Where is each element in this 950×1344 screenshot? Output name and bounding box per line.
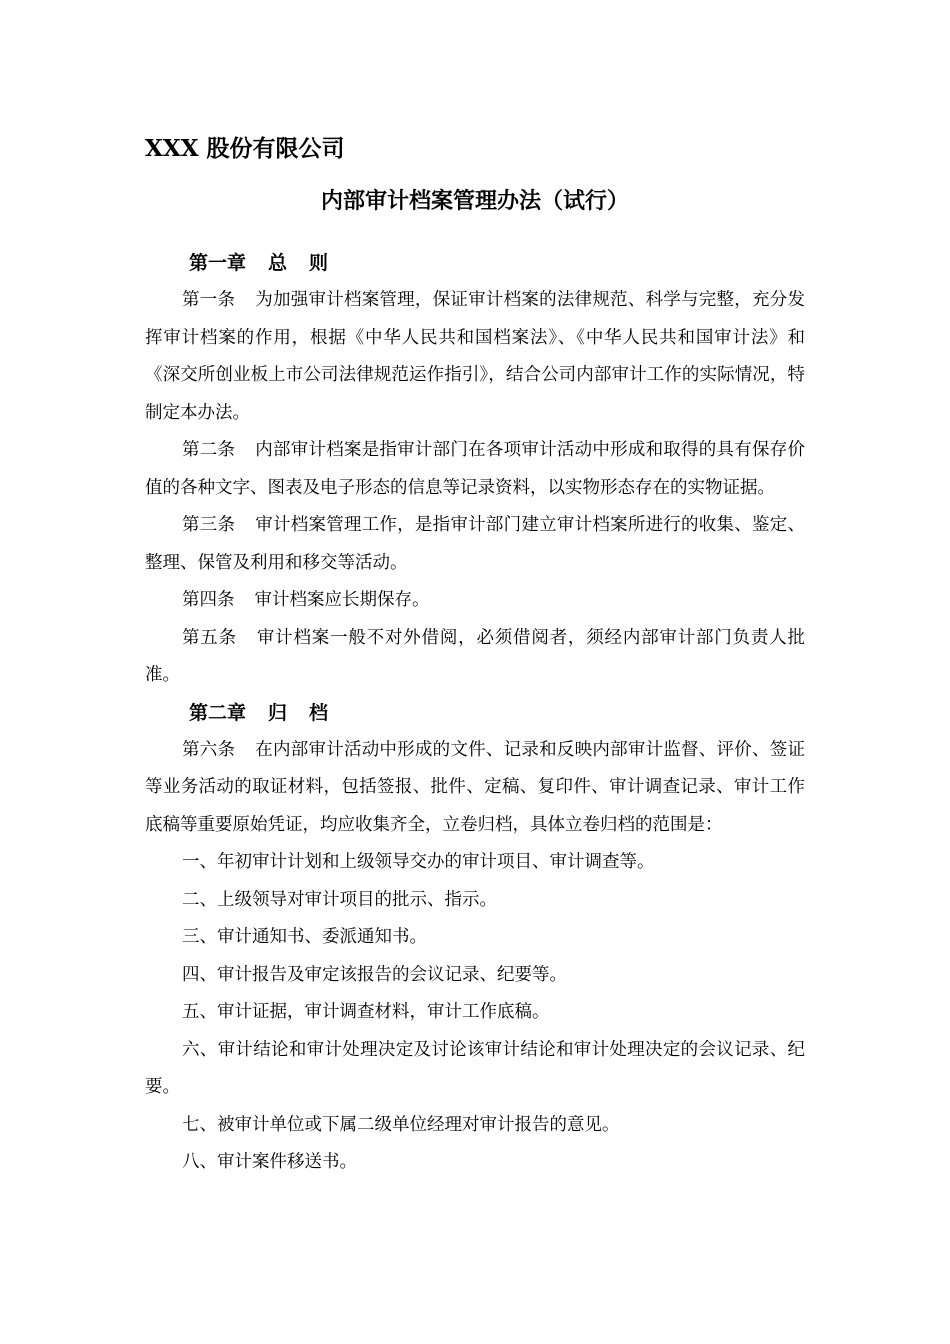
chapter-name-part: 归 [268,701,288,724]
article-number: 第二条 [182,440,236,460]
article-paragraph [145,282,805,432]
chapter-heading [145,695,805,732]
chapter-number: 第二章 [189,701,247,724]
chapter-number: 第一章 [189,252,247,274]
company-name: XXX 股份有限公司 [145,135,345,162]
list-item: 八、审计案件移送书。 [182,1152,357,1172]
list-item: 四、审计报告及审定该报告的会议记录、纪要等。 [182,964,567,985]
article-paragraph [145,432,805,507]
article-text: 在内部审计活动中形成的文件、记录和反映内部审计监督、评价、签证等业务活动的取证材料，包括签报、批件、定稿、复印件、审计调查记录、审计工作底稿等重要原始凭证，均应收集齐全，立卷归档，具体立卷归档的范围是： [145,739,806,835]
list-item: 五、审计证据，审计调查材料，审计工作底稿。 [182,1002,550,1022]
article-text: 内部审计档案是指审计部门在各项审计活动中形成和取得的具有保存价值的各种文字、图表及电子形态的信息等记录资料，以实物形态存在的实物证据。 [145,440,806,498]
list-item: 一、年初审计计划和上级领导交办的审计项目、审计调查等。 [182,852,655,872]
list-item: 三、审计通知书、委派通知书。 [182,927,427,947]
article-paragraph [145,620,805,695]
document-body [145,245,805,1182]
article-text: 为加强审计档案管理，保证审计档案的法律规范、科学与完整，充分发挥审计档案的作用，根据《中华人民共和国档案法》、《中华人民共和国审计法》和《深交所创业板上市公司法律规范运作指引》，结合公司内部审计工作的实际情况，特制定本办法。 [145,290,806,423]
article-paragraph [145,507,805,582]
article-number: 第三条 [182,515,236,535]
chapter-name-part: 档 [309,701,329,724]
list-item: 七、被审计单位或下属二级单位经理对审计报告的意见。 [182,1114,620,1135]
article-text: 审计档案管理工作，是指审计部门建立审计档案所进行的收集、鉴定、整理、保管及利用和移交等活动。 [145,515,806,573]
article-text: 审计档案一般不对外借阅，必须借阅者，须经内部审计部门负责人批准。 [145,627,805,685]
article-paragraph [145,582,805,620]
chapter-name-part: 总 [268,252,288,274]
article-paragraph [145,732,805,845]
chapter-name-part: 则 [309,252,329,274]
article-number: 第四条 [182,590,235,610]
document-title: 内部审计档案管理办法（试行） [320,188,629,214]
list-item: 六、审计结论和审计处理决定及讨论该审计结论和审计处理决定的会议记录、纪要。 [145,1039,805,1097]
article-number: 第六条 [182,739,236,760]
chapter-heading [145,245,805,282]
article-text: 审计档案应长期保存。 [254,590,430,610]
article-number: 第一条 [182,290,236,310]
article-number: 第五条 [182,627,237,648]
list-item: 二、上级领导对审计项目的批示、指示。 [182,889,497,910]
